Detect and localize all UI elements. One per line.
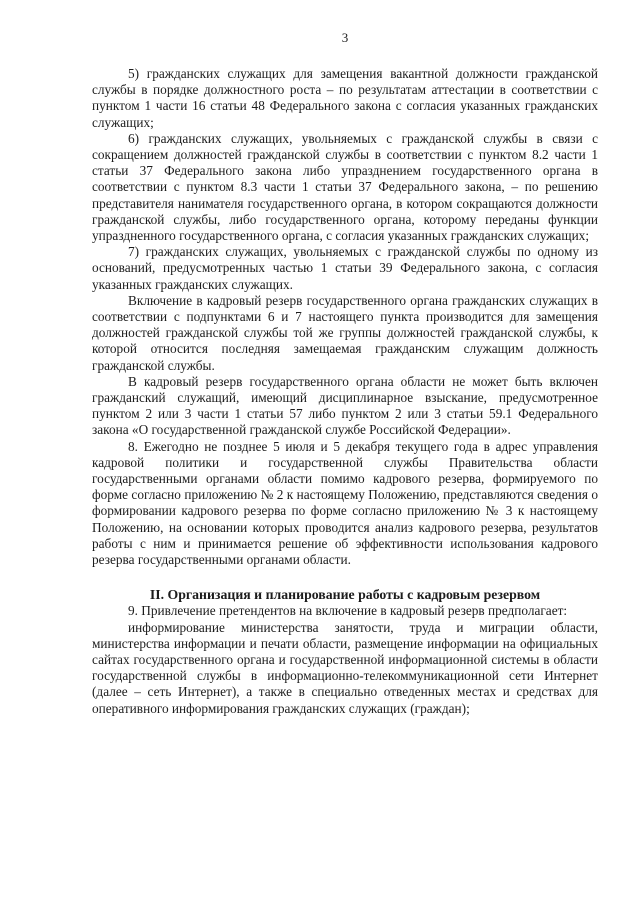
paragraph-item-5: 5) гражданских служащих для замещения вакантной должности гражданской службы в порядке должностного роста – по результатам аттестации в соответствии с пунктом 1 части 16 статьи 48 Федерального закона с согласия указанных гражданских служащих; [92,66,598,130]
paragraph-informing: информирование министерства занятости, труда и миграции области, министерства информации и печати области, размещение информации на официальных сайтах государственного органа и государственной информационной системы в области государственной службы в информационно-телекоммуникационной сети Интернет (далее – сеть Интернет), а также в специально отведенных местах и средствах для оперативного информирования гражданских служащих (граждан); [92,619,598,716]
document-page [92,30,598,717]
paragraph-inclusion-rule: Включение в кадровый резерв государственного органа гражданских служащих в соответствии с подпунктами 6 и 7 настоящего пункта производится для замещения должностей гражданской службы той же группы должностей гражданской службы, к которой относится последняя замещаемая гражданским служащим должность гражданской службы. [92,292,598,373]
paragraph-section-8: 8. Ежегодно не позднее 5 июля и 5 декабря текущего года в адрес управления кадровой политики и государственной службы Правительства области государственными органами области помимо кадрового резерва, формируемого по форме согласно приложению № 2 к настоящему Положению, представляются сведения о формировании кадрового резерва по форме согласно приложению № 3 к настоящему Положению, на основании которых проводится анализ кадрового резерва, результатов работы с ним и принимается решение об эффективности использования кадрового резерва государственными органами области. [92,438,598,568]
paragraph-section-9: 9. Привлечение претендентов на включение в кадровый резерв предполагает: [128,603,568,619]
section-heading: II. Организация и планирование работы с кадровым резервом [149,587,541,603]
paragraph-exclusion-rule: В кадровый резерв государственного органа области не может быть включен гражданский служащий, имеющий дисциплинарное взыскание, предусмотренное пунктом 2 или 3 части 1 статьи 57 либо пунктом 2 или 3 статьи 59.1 Федерального закона «О государственной гражданской службе Российской Федерации». [92,373,598,438]
page-number: 3 [341,30,349,45]
paragraph-item-6: 6) гражданских служащих, увольняемых с гражданской службы в связи с сокращением должностей гражданской службы в соответствии с пунктом 8.2 части 1 статьи 37 Федерального закона либо упразднением государственного органа в соответствии с пунктом 8.3 части 1 статьи 37 Федерального закона, – по решению представителя нанимателя государственного органа, в котором сокращаются должности гражданской службы, либо государственного органа, которому переданы функции упраздненного государственного органа, с согласия указанных гражданских служащих; [92,130,598,244]
paragraph-item-7: 7) гражданских служащих, увольняемых с гражданской службы по одному из оснований, предусмотренных частью 1 статьи 39 Федерального закона, с согласия указанных гражданских служащих. [92,244,598,292]
